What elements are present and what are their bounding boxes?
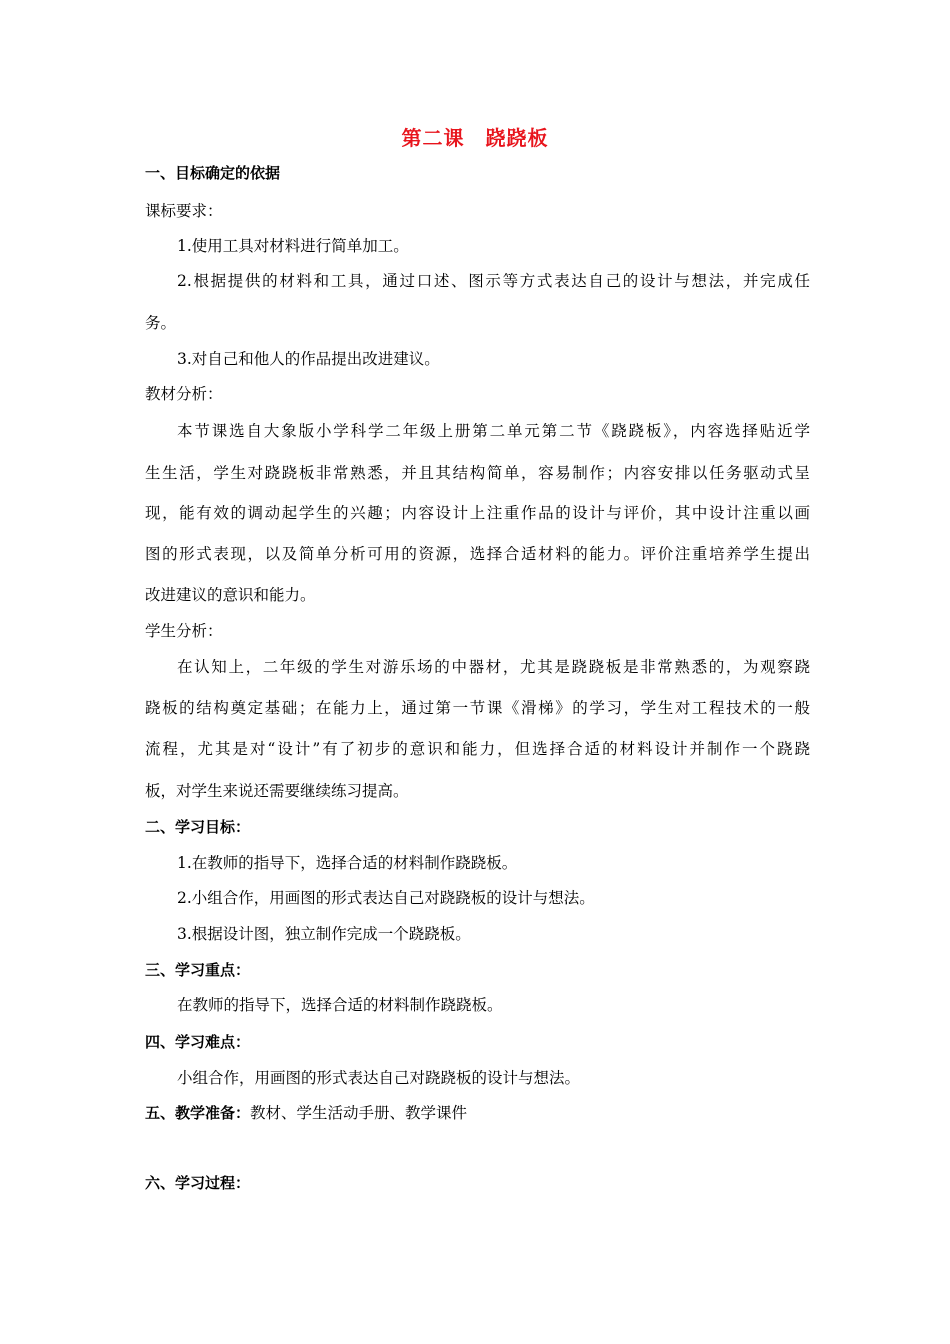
section-heading-process: 六、学习过程：: [145, 1174, 251, 1192]
curriculum-label: 课标要求：: [145, 202, 223, 220]
textbook-analysis-line: 本节课选自大象版小学科学二年级上册第二单元第二节《跷跷板》，内容选择贴近学: [177, 422, 810, 440]
student-analysis-line: 在认知上，二年级的学生对游乐场的中器材，尤其是跷跷板是非常熟悉的，为观察跷: [177, 658, 810, 676]
section-heading-preparation: 五、教学准备：: [145, 1104, 251, 1122]
textbook-analysis-line: 改进建议的意识和能力。: [145, 586, 316, 604]
difficulties-text: 小组合作，用画图的形式表达自己对跷跷板的设计与想法。: [177, 1069, 581, 1087]
curriculum-item: 2.根据提供的材料和工具，通过口述、图示等方式表达自己的设计与想法，并完成任: [177, 272, 810, 290]
key-points-text: 在教师的指导下，选择合适的材料制作跷跷板。: [177, 996, 503, 1014]
goal-item: 2.小组合作，用画图的形式表达自己对跷跷板的设计与想法。: [177, 889, 595, 907]
section-heading-difficulties: 四、学习难点：: [145, 1033, 251, 1051]
section-heading-goals: 二、学习目标：: [145, 818, 251, 836]
page-title: 第二课 跷跷板: [401, 126, 549, 150]
student-analysis-line: 流程，尤其是对“设计”有了初步的意识和能力，但选择合适的材料设计并制作一个跷跷: [145, 740, 810, 758]
textbook-analysis-line: 图的形式表现，以及简单分析可用的资源，选择合适材料的能力。评价注重培养学生提出: [145, 545, 810, 563]
curriculum-item-continued: 务。: [145, 314, 177, 332]
section-heading-basis: 一、目标确定的依据: [145, 164, 281, 182]
textbook-analysis-label: 教材分析：: [145, 385, 223, 403]
goal-item: 3.根据设计图，独立制作完成一个跷跷板。: [177, 925, 471, 943]
textbook-analysis-line: 现，能有效的调动起学生的兴趣；内容设计上注重作品的设计与评价，其中设计注重以画: [145, 504, 810, 522]
curriculum-item: 1.使用工具对材料进行简单加工。: [177, 237, 409, 255]
curriculum-item: 3.对自己和他人的作品提出改进建议。: [177, 350, 440, 368]
teaching-preparation: [145, 1102, 810, 1124]
goal-item: 1.在教师的指导下，选择合适的材料制作跷跷板。: [177, 854, 518, 872]
student-analysis-line: 板，对学生来说还需要继续练习提高。: [145, 782, 409, 800]
section-heading-key-points: 三、学习重点：: [145, 961, 251, 979]
textbook-analysis-line: 生生活，学生对跷跷板非常熟悉，并且其结构简单，容易制作；内容安排以任务驱动式呈: [145, 464, 810, 482]
student-analysis-label: 学生分析：: [145, 622, 223, 640]
student-analysis-line: 跷板的结构奠定基础；在能力上，通过第一节课《滑梯》的学习，学生对工程技术的一般: [145, 699, 810, 717]
preparation-text: 教材、学生活动手册、教学课件: [250, 1104, 468, 1122]
